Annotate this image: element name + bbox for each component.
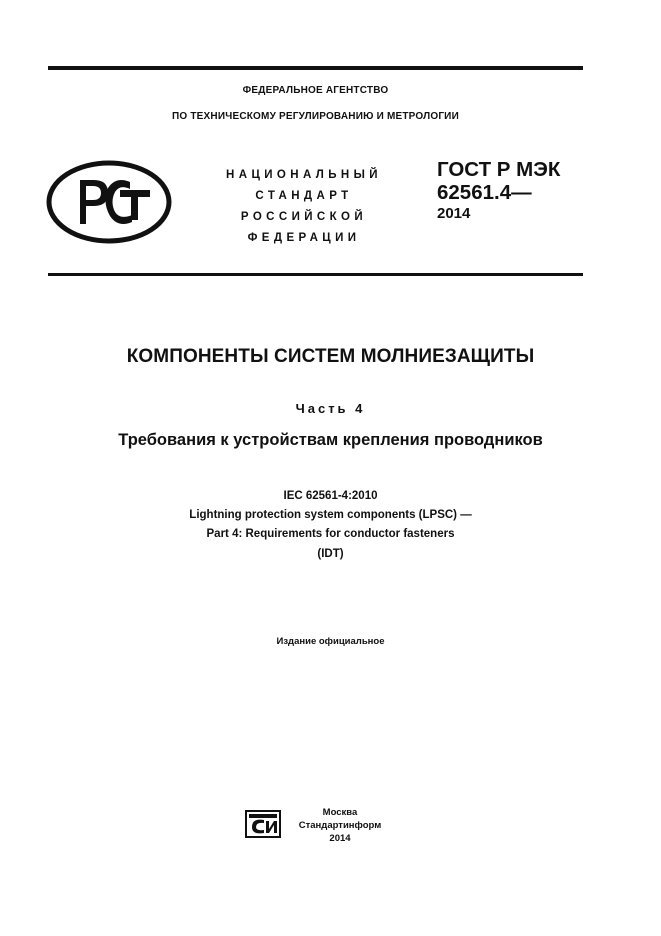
document-title: КОМПОНЕНТЫ СИСТЕМ МОЛНИЕЗАЩИТЫ <box>126 346 535 367</box>
national-line: СТАНДАРТ <box>255 190 353 202</box>
agency-line-1: ФЕДЕРАЛЬНОЕ АГЕНТСТВО <box>242 85 389 96</box>
edition-note: Издание официальное <box>276 636 385 647</box>
document-subtitle: Требования к устройствам крепления проводников <box>118 431 543 449</box>
agency-line-2: ПО ТЕХНИЧЕСКОМУ РЕГУЛИРОВАНИЮ И МЕТРОЛОГИИ <box>172 111 459 122</box>
national-line: НАЦИОНАЛЬНЫЙ <box>226 169 382 181</box>
publisher-city: Москва <box>322 807 358 818</box>
standartinform-logo-icon <box>245 810 281 838</box>
iec-reference-line: (IDT) <box>317 548 344 560</box>
publisher-name: Стандартинформ <box>298 820 382 831</box>
middle-rule <box>48 273 583 276</box>
rst-certification-logo-icon <box>46 160 172 244</box>
designation-line-1: ГОСТ Р МЭК <box>437 158 561 181</box>
iec-reference-line: Lightning protection system components (LPSC) — <box>189 509 472 521</box>
publisher-year: 2014 <box>329 833 351 844</box>
designation-line-2: 62561.4— <box>437 181 532 204</box>
national-line: РОССИЙСКОЙ <box>240 211 368 223</box>
iec-reference-line: IEC 62561-4:2010 <box>283 490 378 502</box>
standard-designation <box>437 158 560 223</box>
national-line: ФЕДЕРАЦИИ <box>247 232 361 244</box>
national-standard-label <box>206 165 402 249</box>
publisher-block <box>296 806 384 845</box>
iec-reference-line: Part 4: Requirements for conductor fasteners <box>206 528 455 540</box>
top-rule <box>48 66 583 70</box>
document-part: Часть 4 <box>295 401 366 416</box>
designation-year: 2014 <box>437 205 471 222</box>
